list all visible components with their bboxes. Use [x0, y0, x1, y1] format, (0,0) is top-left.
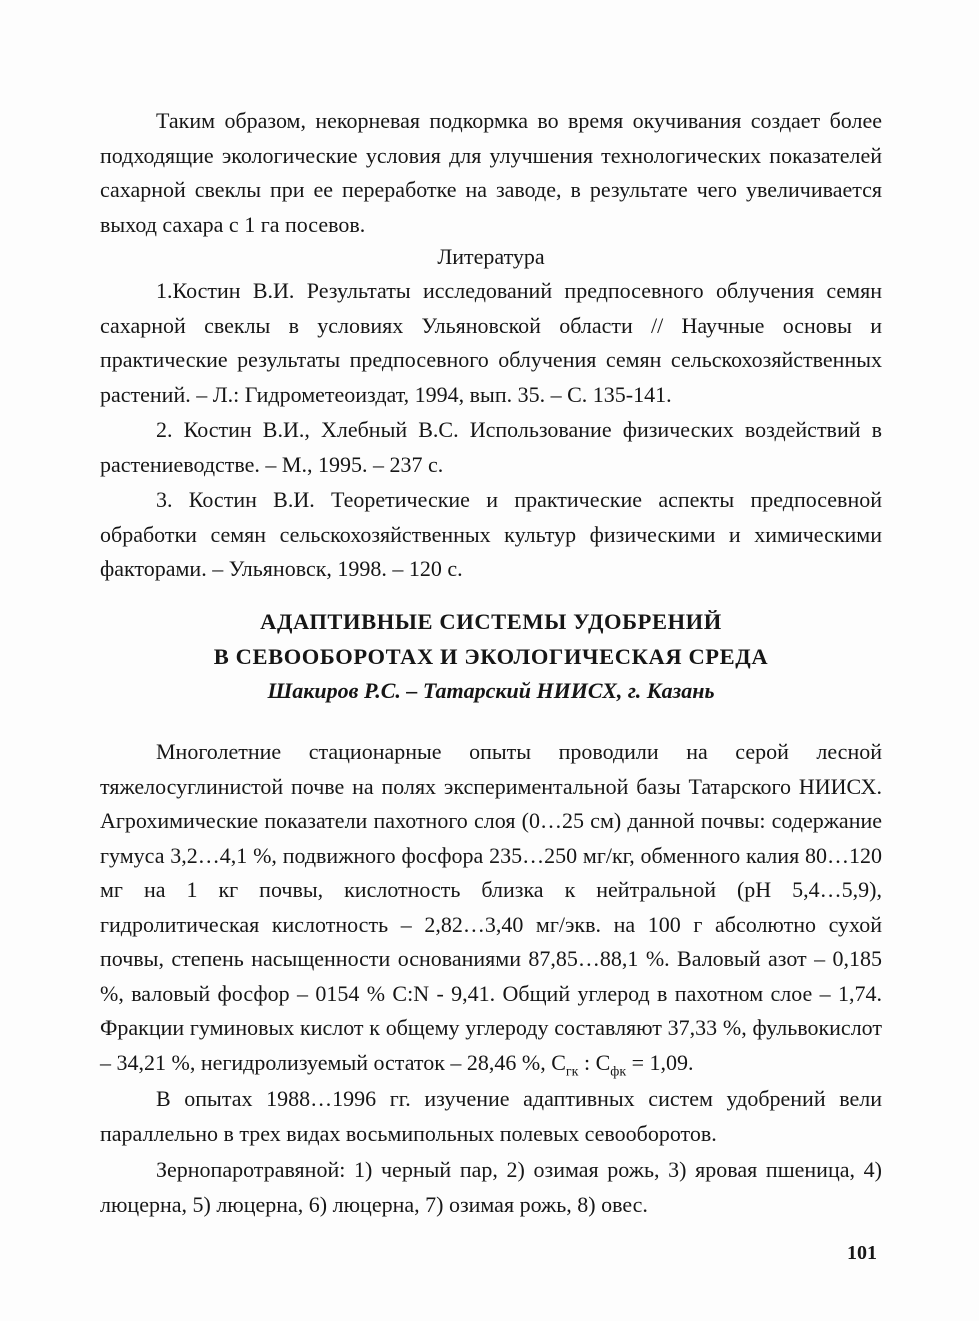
body-paragraph-1 — [100, 735, 882, 1080]
reference-item-3: 3. Костин В.И. Теоретические и практические аспекты предпосевной обработки семян сельскохозяйственных культур физическими и химическими факторами. – Ульяновск, 1998. – 120 с. — [100, 487, 882, 581]
ratio-colon: : С — [578, 1049, 611, 1075]
body-paragraph-3: Зернопаротравяной: 1) черный пар, 2) озимая рожь, 3) яровая пшеница, 4) люцерна, 5) люцерна, 6) люцерна, 7) озимая рожь, 8) овес. — [100, 1157, 882, 1217]
page-number: 101 — [847, 1242, 877, 1264]
intro-section — [100, 104, 882, 242]
body-paragraph-1-text: Многолетние стационарные опыты проводили на серой лесной тяжелосуглинистой почве на полях экспериментальной базы Татарского НИИСХ. Агрохимические показатели пахотного слоя (0…25 см) данной почвы: содержание гумуса 3,2…4,1 %, подвижного фосфора 235…250 мг/кг, обменного калия 80…120 мг на 1 кг почвы, кислотность близка к нейтральной (рН 5,4…5,9), гидролитическая кислотность – 2,82…3,40 мг/экв. на 100 г абсолютно сухой почвы, степень насыщенности основаниями 87,85…88,1 %. Валовый азот – 0,185 %, валовый фосфор – 0154 % C:N - 9,41. Общий углерод в пахотном слое – 1,74. Фракции гуминовых кислот к общему углероду составляют 37,33 %, фульвокислот – 34,21 %, негидролизуемый остаток – 28,46 %, С — [100, 739, 882, 1075]
article-title-line-1: АДАПТИВНЫЕ СИСТЕМЫ УДОБРЕНИЙ — [260, 609, 722, 634]
body-paragraph-2: В опытах 1988…1996 гг. изучение адаптивных систем удобрений вели параллельно в трех видах восьмипольных полевых севооборотов. — [100, 1086, 882, 1146]
article-body — [100, 735, 882, 1222]
references-heading: Литература — [437, 244, 545, 269]
article-title-line-2: В СЕВООБОРОТАХ И ЭКОЛОГИЧЕСКАЯ СРЕДА — [213, 644, 769, 669]
article-authors: Шакиров Р.С. – Татарский НИИСХ, г. Казань — [267, 678, 715, 703]
article-header — [100, 604, 882, 709]
reference-item-2: 2. Костин В.И., Хлебный В.С. Использование физических воздействий в растениеводстве. – М., 1995. – 237 с. — [100, 417, 882, 477]
ratio-subscript-gk: гк — [565, 1063, 579, 1079]
ratio-subscript-fk: фк — [610, 1063, 627, 1079]
references-heading-block — [100, 240, 882, 275]
intro-paragraph: Таким образом, некорневая подкормка во время окучивания создает более подходящие экологические условия для улучшения технологических показателей сахарной свеклы при ее переработке на заводе, в результате чего увеличивается выход сахара с 1 га посевов. — [100, 108, 882, 237]
ratio-value: = 1,09. — [626, 1049, 694, 1075]
reference-item-1: 1.Костин В.И. Результаты исследований предпосевного облучения семян сахарной свеклы в условиях Ульяновской области // Научные основы и практические результаты предпосевного облучения семян сельскохозяйственных растений. – Л.: Гидрометеоиздат, 1994, вып. 35. – С. 135-141. — [100, 278, 882, 407]
references-list — [100, 274, 882, 587]
